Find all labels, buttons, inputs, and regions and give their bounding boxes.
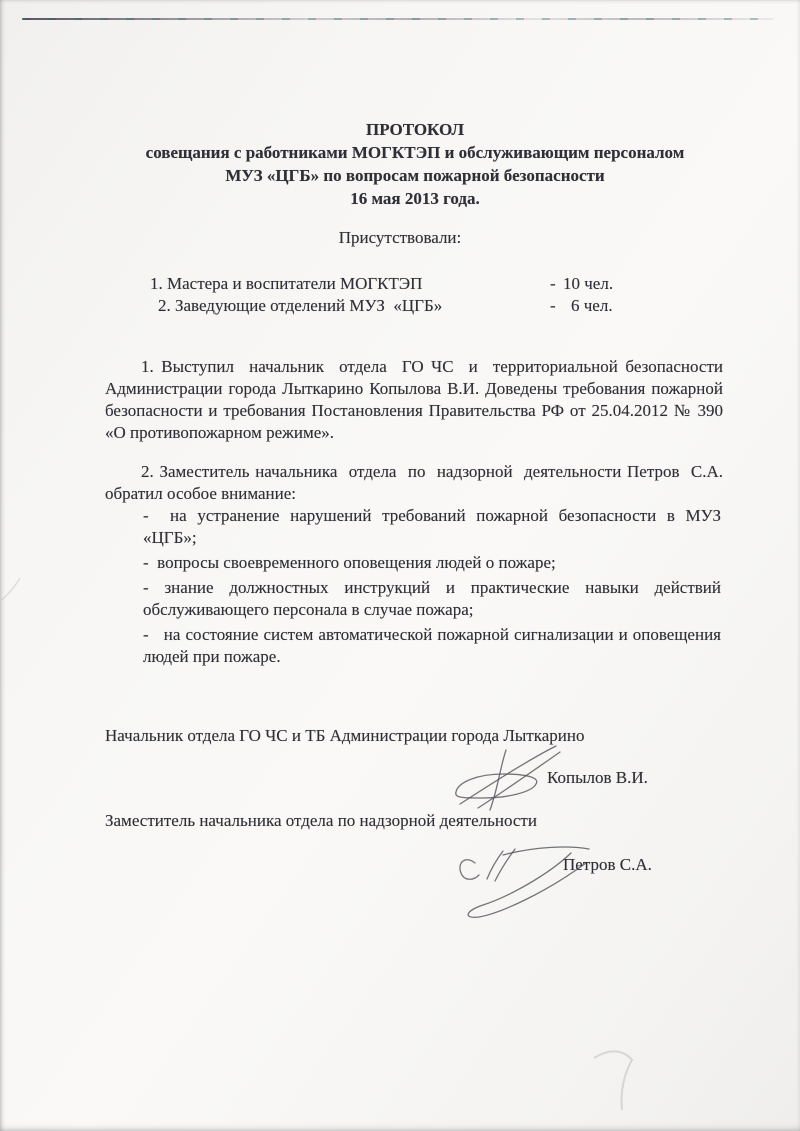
scan-artifact-line <box>22 18 774 20</box>
bullet-item: - вопросы своевременного оповещения людей о пожаре; <box>143 553 556 572</box>
attendee-dash: - <box>550 296 556 315</box>
bullet-item: - на состояние систем автоматической пожарной сигнализации и оповещения людей при пожаре. <box>143 625 721 666</box>
signature-role-2: Заместитель начальника отдела по надзорной деятельности <box>105 811 537 830</box>
attendee-count: 6 чел. <box>571 296 613 315</box>
paper-crease-mark <box>580 1040 660 1120</box>
document-subtitle-line2: МУЗ «ЦГБ» по вопросам пожарной безопасности <box>225 166 605 185</box>
bullet-item: - знание должностных инструкций и практические навыки действий обслуживающего персонала в случае пожара; <box>143 578 721 619</box>
paper-edge-crease <box>0 570 24 610</box>
paragraph-2-bullet-list <box>143 505 721 668</box>
body-paragraph-1: 1. Выступил начальник отдела ГО ЧС и территориальной безопасности Администрации города Лыткарино Копылова В.И. Доведены требования пожарной безопасности и требования Постановления Правительства РФ от 25.04.2012 № 390 «О противопожарном режиме». <box>105 357 723 442</box>
document-date: 16 мая 2013 года. <box>350 189 480 208</box>
petrov-signature <box>453 841 593 919</box>
signature-role-1: Начальник отдела ГО ЧС и ТБ Администрации города Лыткарино <box>105 726 585 745</box>
attendee-row <box>105 296 725 318</box>
attendee-label: 1. Мастера и воспитатели МОГКТЭП <box>150 274 423 293</box>
attendee-dash: - <box>550 274 556 293</box>
signature-name-1: Копылов В.И. <box>547 768 648 787</box>
paragraph-2-intro: 2. Заместитель начальника отдела по надзорной деятельности Петров С.А. обратил особое внимание: <box>105 462 723 503</box>
attendee-label: 2. Заведующие отделений МУЗ «ЦГБ» <box>158 296 443 315</box>
document-subtitle-line1: совещания с работниками МОГКТЭП и обслуживающим персоналом <box>145 143 685 162</box>
attendee-count: 10 чел. <box>563 274 614 293</box>
document-title: ПРОТОКОЛ <box>365 120 464 139</box>
bullet-item: - на устранение нарушений требований пожарной безопасности в МУЗ «ЦГБ»; <box>143 506 721 547</box>
attendees-heading: Присутствовали: <box>338 228 462 247</box>
body-paragraph-2 <box>105 461 723 671</box>
attendees-list <box>105 274 725 318</box>
signature-name-2: Петров С.А. <box>563 855 652 874</box>
attendee-row <box>105 274 725 296</box>
document-header <box>90 118 740 210</box>
